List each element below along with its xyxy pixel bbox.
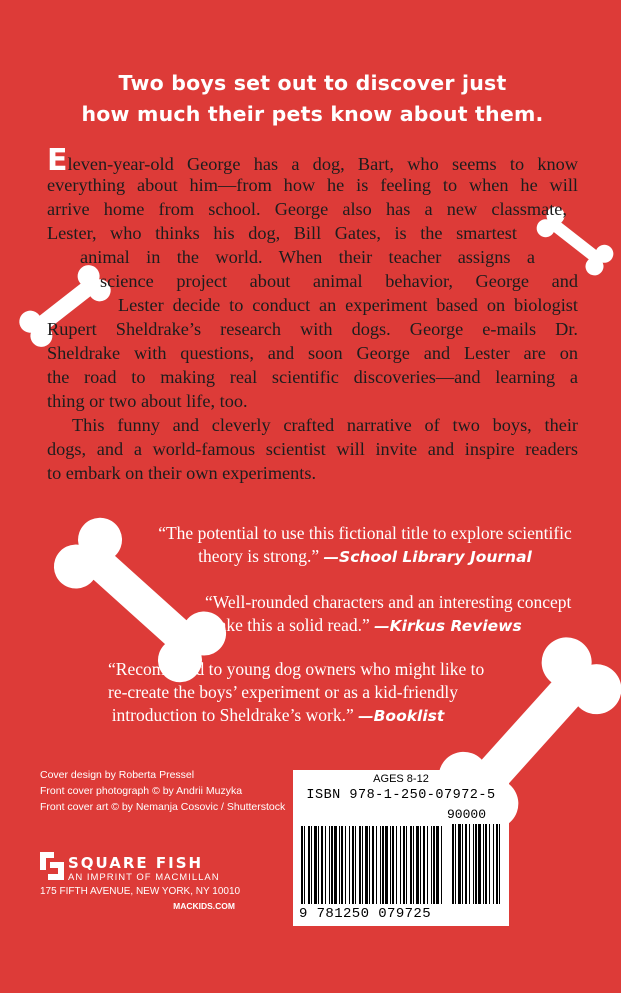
publisher-imprint: AN IMPRINT OF MACMILLAN: [68, 872, 220, 883]
blurb-line: arrive home from school. George also has a new classmate,: [47, 199, 567, 219]
blurb-line: to embark on their own experiments.: [47, 463, 317, 483]
blurb-line: animal in the world. When their teacher assigns a: [80, 247, 535, 267]
review-source: —Kirkus Reviews: [374, 617, 522, 635]
review-source: —Booklist: [358, 707, 445, 725]
drop-cap: E: [47, 143, 68, 178]
blurb-line: Sheldrake with questions, and soon George and Lester are on: [47, 343, 578, 363]
blurb-line: thing or two about life, too.: [47, 391, 248, 411]
barcode-icon: [293, 770, 509, 926]
headline-line: how much their pets know about them.: [81, 102, 544, 126]
credit-line: Cover design by Roberta Pressel: [40, 769, 195, 781]
square-fish-logo-icon: [40, 852, 64, 882]
blurb-line: Rupert Sheldrake’s research with dogs. George e-mails Dr.: [47, 319, 578, 339]
blurb-line: Eleven-year-old George has a dog, Bart, who seems to know: [47, 143, 578, 178]
barcode-box: [293, 770, 509, 926]
isbn-text: ISBN 978-1-250-07972-5: [306, 788, 496, 803]
review-quote: “Well-rounded characters and an interesting concept make this a solid read.” —Kirkus Reviews: [205, 592, 572, 635]
blurb-line: This funny and cleverly crafted narrative of two boys, their: [72, 415, 578, 435]
blurb-line: dogs, and a world-famous scientist will invite and inspire readers: [47, 439, 578, 459]
headline: [40, 68, 585, 130]
barcode-number: 9 781250 079725: [299, 906, 432, 922]
publisher-website: MACKIDS.COM: [173, 901, 235, 911]
age-range: AGES 8-12: [373, 773, 429, 785]
review-quote: “The potential to use this fictional title to explore scientific theory is strong.” —School Library Journal: [158, 523, 572, 566]
price-code: 90000: [447, 807, 487, 822]
blurb-line: Lester decide to conduct an experiment based on biologist: [118, 295, 578, 315]
credit-line: Front cover photograph © by Andrii Muzyka: [40, 785, 243, 797]
review-source: —School Library Journal: [323, 548, 532, 566]
credit-line: Front cover art © by Nemanja Cosovic / Shutterstock: [40, 801, 286, 813]
blurb-line: Lester, who thinks his dog, Bill Gates, is the smartest: [47, 223, 517, 243]
publisher-name: SQUARE FISH: [68, 854, 204, 872]
blurb-line: everything about him—from how he is feeling to when he will: [47, 175, 578, 195]
review-quote: “Recommend to young dog owners who might like to re-create the boys’ experiment or as a kid-friendly introduction to Sheldrake’s work.” —Booklist: [108, 659, 485, 725]
blurb-line: science project about animal behavior, George and: [100, 271, 578, 291]
blurb-line: the road to making real scientific discoveries—and learning a: [47, 367, 578, 387]
publisher-address: 175 FIFTH AVENUE, NEW YORK, NY 10010: [40, 886, 241, 897]
headline-line: Two boys set out to discover just: [118, 71, 507, 95]
